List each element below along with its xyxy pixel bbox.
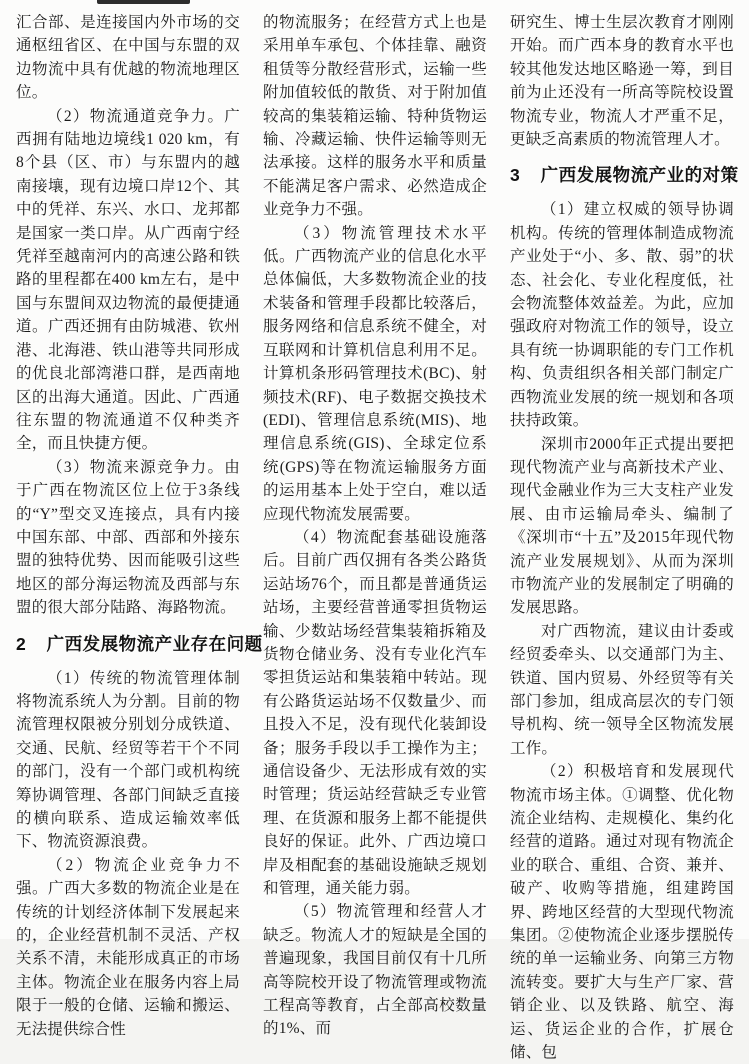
section-heading-2 [16, 633, 263, 656]
body-paragraph: 的物流服务；在经营方式上也是采用单车承包、个体挂靠、融资租赁等分散经营形式，运输一些附加值较低的散货、对于附加值较高的集装箱运输、特种货物运输、冷藏运输、快件运输等则无法承接。这样的服务水平和质量不能满足客户需求、必然造成企业竞争力不强。 [263, 14, 487, 219]
body-paragraph: （2）积极培育和发展现代物流市场主体。①调整、优化物流企业结构、走规模化、集约化经营的道路。通过对现有物流企业的联合、重组、合资、兼并、破产、收购等措施，组建跨国界、跨地区经营的大型现代物流集团。②使物流企业逐步摆脱传统的单一运输业务、向第三方物流转变。要扩大与生产厂家、营销企业、以及铁路、航空、海运、货运企业的合作，扩展仓储、包 [510, 763, 734, 1062]
scan-edge-artifact [97, 0, 190, 4]
body-paragraph: （2）物流企业竞争力不强。广西大多数的物流企业是在传统的计划经济体制下发展起来的，企业经营机制不灵活、产权关系不清，未能形成真正的市场主体。物流企业在服务内容上局限于一般的仓储、运输和搬运、无法提供综合性 [16, 856, 240, 1038]
body-paragraph: （5）物流管理和经营人才缺乏。物流人才的短缺是全国的普遍现象，我国目前仅有十几所高等院校开设了物流管理或物流工程高等教育，占全部高校数量的1%、而 [263, 903, 487, 1038]
section-number: 3 [510, 165, 521, 186]
text-column-2 [263, 11, 487, 1038]
body-paragraph: 对广西物流，建议由计委或经贸委牵头、以交通部门为主、铁道、国内贸易、外经贸等有关部门参加，组成高层次的专门领导机构、统一领导全区物流发展工作。 [510, 622, 734, 757]
body-paragraph: 汇合部、是连接国内外市场的交通枢纽省区、在中国与东盟的双边物流中具有优越的物流地理区位。 [16, 14, 240, 102]
body-paragraph: 研究生、博士生层次教育才刚刚开始。而广西本身的教育水平也较其他发达地区略逊一筹，到目前为止还没有一所高等院校设置物流专业，物流人才严重不足，更缺乏高素质的物流管理人才。 [510, 14, 734, 149]
text-column-3 [510, 11, 739, 1062]
text-column-1 [16, 11, 263, 1038]
section-heading-3 [510, 164, 739, 187]
body-paragraph: 深圳市2000年正式提出要把现代物流产业与高新技术产业、现代金融业作为三大支柱产业发展、由市运输局牵头、编制了《深圳市“十五”及2015年现代物流产业发展规划》、从而为深圳市物流产业的发展制定了明确的发展思路。 [510, 435, 734, 617]
body-paragraph: （2）物流通道竞争力。广西拥有陆地边境线1 020 km，有8个县（区、市）与东盟内的越南接壤，现有边境口岸12个、其中的凭祥、东兴、水口、龙邦都是国家一类口岸。从广西南宁经凭祥至越南河内的高速公路和铁路的里程都在400 km左右，是中国与东盟间双边物流的最便捷通道。广西还拥有由防城港、钦州港、北海港、铁山港等共同形成的优良北部湾港口群，是西南地区的出海大通道。因此、广西通往东盟的物流通道不仅种类齐全，而且快捷方便。 [16, 107, 240, 453]
section-title: 广西发展物流产业的对策 [540, 165, 739, 186]
section-title: 广西发展物流产业存在问题 [46, 633, 263, 654]
body-paragraph: （4）物流配套基础设施落后。目前广西仅拥有各类公路货运站场76个，而且都是普通货运站场，主要经营普通零担货物运输、少数站场经营集装箱拆箱及货物仓储业务、没有专业化汽车零担货运站和集装箱中转站。现有公路货运站场不仅数量少、而且投入不足，没有现代化装卸设备；服务手段以手工操作为主；通信设备少、无法形成有效的实时管理；货运站经营缺乏专业管理、在货源和服务上都不能提供良好的保证。此外、广西边境口岸及相配套的基础设施缺乏规划和管理，通关能力弱。 [263, 528, 487, 898]
body-paragraph: （3）物流管理技术水平低。广西物流产业的信息化水平总体偏低，大多数物流企业的技术装备和管理手段都比较落后，服务网络和信息系统不健全，对互联网和计算机信息利用不足。计算机条形码管理技术(BC)、射频技术(RF)、电子数据交换技术(EDI)、管理信息系统(MIS)、地理信息系统(GIS)、全球定位系统(GPS)等在物流运输服务方面的运用基本上处于空白，难以适应现代物流发展需要。 [263, 224, 487, 523]
section-number: 2 [16, 633, 27, 654]
body-paragraph: （1）传统的物流管理体制将物流系统人为分割。目前的物流管理权限被分别划分成铁道、交通、民航、经贸等若干个不同的部门，没有一个部门或机构统筹协调管理、各部门间缺乏直接的横向联系、造成运输效率低下、物流资源浪费。 [16, 669, 240, 851]
body-paragraph: （1）建立权威的领导协调机构。传统的管理体制造成物流产业处于“小、多、散、弱”的状态、社会化、专业化程度低，社会物流整体效益差。为此，应加强政府对物流工作的领导，设立具有统一协调职能的专门工作机构、负责组织各相关部门制定广西物流业发展的统一规划和各项扶持政策。 [510, 201, 734, 430]
body-paragraph: （3）物流来源竞争力。由于广西在物流区位上位于3条线的“Y”型交叉连接点，具有内接中国东部、中部、西部和外接东盟的独特优势、因而能吸引这些地区的部分海运物流及西部与东盟的很大部分陆路、海路物流。 [16, 458, 240, 617]
